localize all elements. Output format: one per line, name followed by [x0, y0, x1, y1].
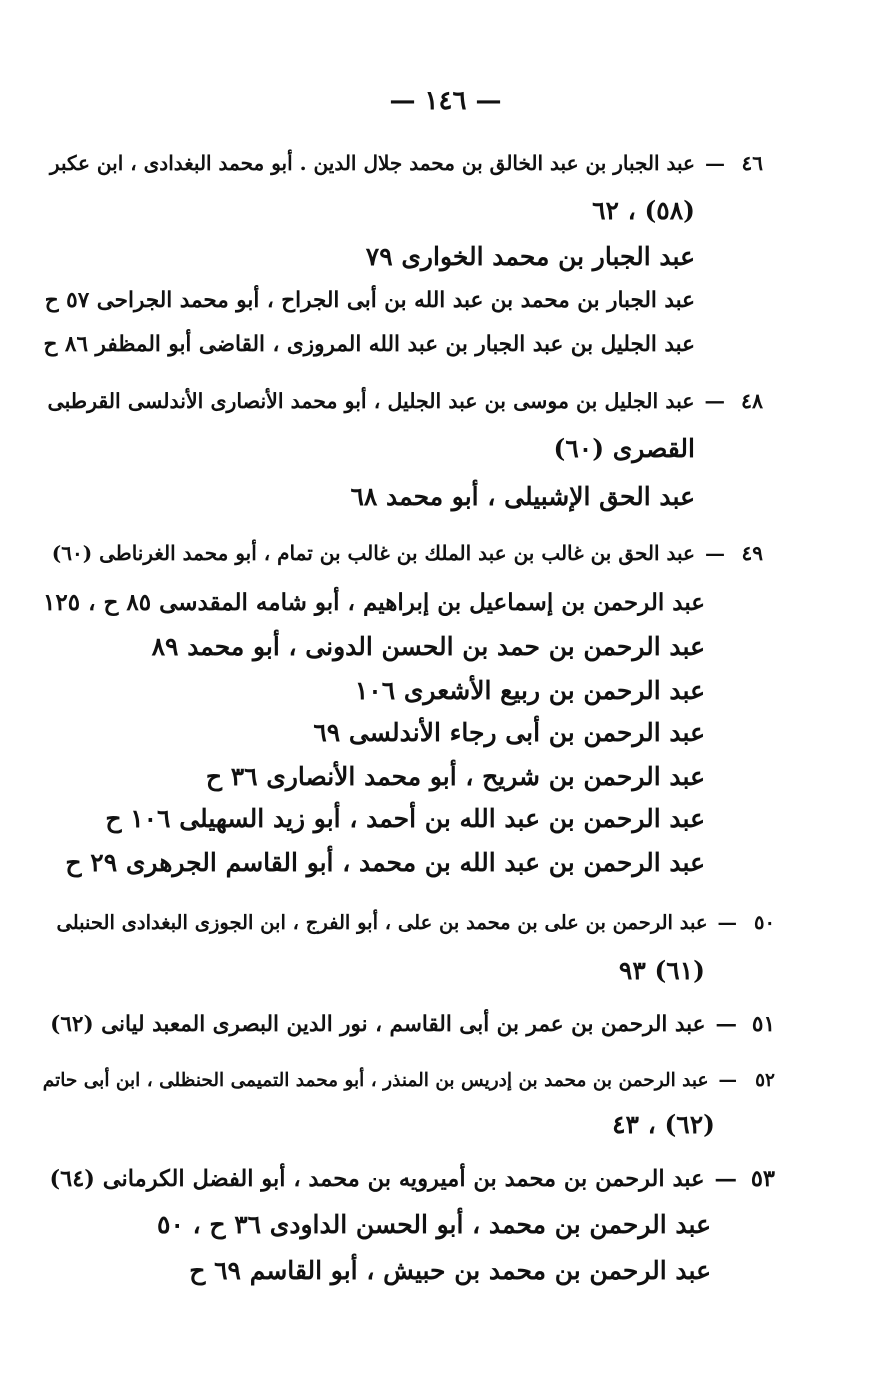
entry-number: ٥٢: [755, 1070, 775, 1091]
sub-entry: عبد الرحمن بن أبى رجاء الأندلسى ٦٩: [313, 718, 705, 747]
entry-50-line-2: (٦١) ٩٣: [618, 956, 705, 985]
entry-52-line-2: (٦٢) ، ٤٣: [612, 1110, 715, 1139]
sub-entry: عبد الرحمن بن محمد بن حبيش ، أبو القاسم ٦٩ ح: [189, 1256, 711, 1285]
sub-entry: عبد الرحمن بن عبد الله بن محمد ، أبو القاسم الجرهرى ٢٩ ح: [65, 848, 705, 877]
sub-entry: عبد الحق الإشبيلى ، أبو محمد ٦٨: [350, 482, 695, 511]
sub-entry: عبد الرحمن بن محمد ، أبو الحسن الداودى ٣٦ ح ، ٥٠: [157, 1210, 711, 1239]
entry-46-line-2: (٥٨) ، ٦٢: [592, 196, 695, 225]
sub-entry: عبد الرحمن بن إسماعيل بن إبراهيم ، أبو شامه المقدسى ٨٥ ح ، ١٢٥: [43, 589, 705, 616]
entry-number: ٤٩: [741, 541, 763, 565]
entry-number: ٥١: [751, 1012, 775, 1037]
sub-entry: عبد الرحمن بن ربيع الأشعرى ١٠٦: [354, 676, 705, 705]
sub-entry: عبد الرحمن بن شريح ، أبو محمد الأنصارى ٣٦ ح: [205, 762, 705, 791]
entry-number: ٥٠: [754, 911, 775, 934]
entry-46-line-1: ٤٦—عبد الجبار بن عبد الخالق بن محمد جلال الدين . أبو محمد البغدادى ، ابن عكبر: [50, 146, 763, 180]
entry-number: ٥٣: [750, 1166, 775, 1192]
sub-entry: عبد الرحمن بن حمد بن الحسن الدونى ، أبو محمد ٨٩: [151, 632, 705, 661]
entry-number: ٤٦: [741, 151, 763, 175]
entry-48-line-1: ٤٨—عبد الجليل بن موسى بن عبد الجليل ، أبو محمد الأنصارى الأندلسى القرطبى: [48, 384, 763, 418]
entry-49-line-1: ٤٩—عبد الحق بن غالب بن عبد الملك بن غالب بن تمام ، أبو محمد الغرناطى (٦٠): [52, 536, 763, 570]
entry-51-line-1: ٥١—عبد الرحمن بن عمر بن أبى القاسم ، نور الدين البصرى المعبد ليانى (٦٢): [50, 1008, 775, 1042]
page-number: — ١٤٦ —: [389, 86, 502, 116]
sub-entry: عبد الجبار بن محمد الخوارى ٧٩: [365, 242, 695, 271]
entry-50-line-1: ٥٠—عبد الرحمن بن على بن محمد بن على ، أبو الفرج ، ابن الجوزى البغدادى الحنبلى: [56, 906, 775, 940]
entry-48-line-2: القصرى (٦٠): [553, 434, 695, 463]
entry-52-line-1: ٥٢—عبد الرحمن بن محمد بن إدريس بن المنذر ، أبو محمد التميمى الحنظلى ، ابن أبى حاتم: [43, 1064, 775, 1098]
sub-entry: عبد الرحمن بن عبد الله بن أحمد ، أبو زيد السهيلى ١٠٦ ح: [105, 804, 705, 833]
sub-entry: عبد الجليل بن عبد الجبار بن عبد الله المروزى ، القاضى أبو المظفر ٨٦ ح: [43, 332, 695, 357]
entry-53-line-1: ٥٣—عبد الرحمن بن محمد بن أميرويه بن محمد ، أبو الفضل الكرمانى (٦٤): [49, 1162, 775, 1196]
sub-entry: عبد الجبار بن محمد بن عبد الله بن أبى الجراح ، أبو محمد الجراحى ٥٧ ح: [44, 288, 695, 313]
entry-number: ٤٨: [740, 389, 763, 413]
